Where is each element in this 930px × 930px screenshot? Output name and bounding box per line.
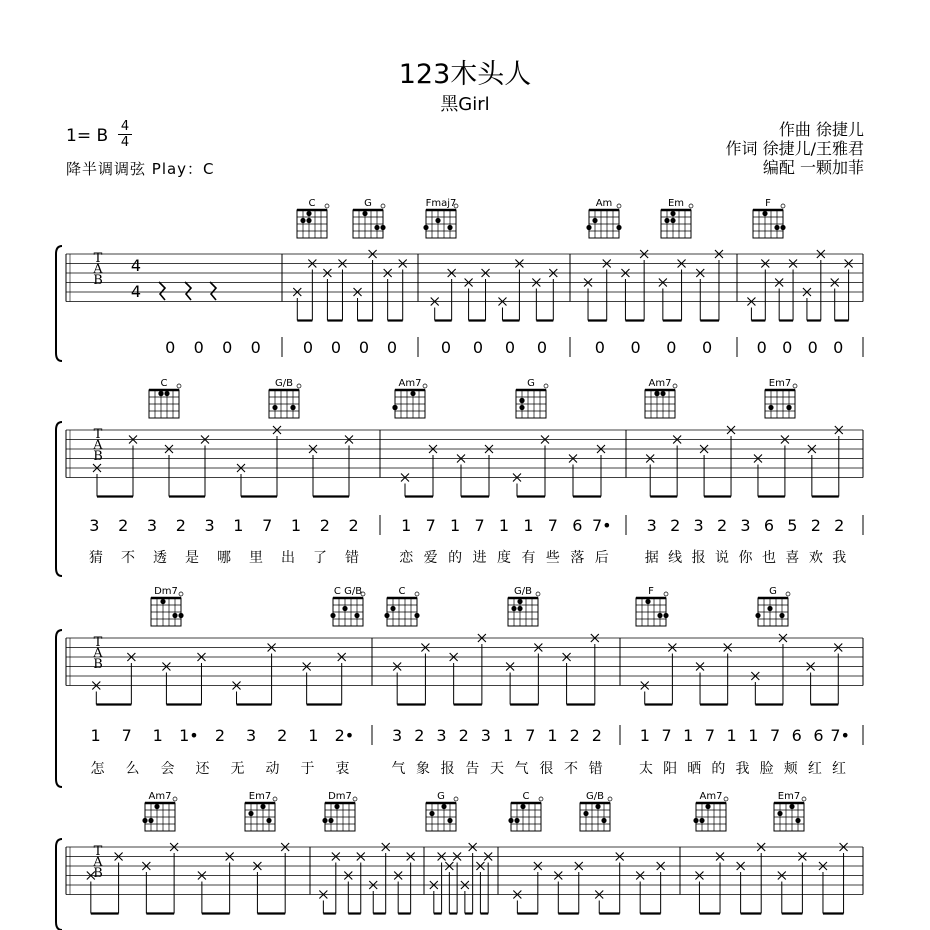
lyric-char: 动 bbox=[265, 761, 280, 777]
chord-name: C bbox=[398, 586, 406, 597]
jianpu-note: 3 bbox=[740, 516, 751, 535]
tab-clef-letter: A bbox=[93, 855, 103, 870]
chord-finger-dot bbox=[664, 218, 669, 223]
lyric-char: 错 bbox=[588, 761, 603, 777]
chord-finger-dot bbox=[158, 391, 163, 396]
chord-name: C bbox=[522, 791, 530, 802]
jianpu-note: 0 bbox=[666, 338, 677, 357]
jianpu-note: 2 bbox=[591, 726, 602, 745]
jianpu-note: 2 bbox=[670, 516, 681, 535]
chord-finger-dot bbox=[520, 804, 525, 809]
jianpu-note: 3 bbox=[693, 516, 704, 535]
lyric-char: 象 bbox=[416, 761, 430, 777]
tab-clef-letter: B bbox=[93, 273, 103, 288]
jianpu-note: 1 bbox=[726, 726, 737, 745]
lyric-char: 很 bbox=[539, 761, 554, 777]
chord-finger-dot bbox=[423, 225, 428, 230]
chord-name: C G/B bbox=[333, 586, 363, 597]
chord-name: C bbox=[160, 378, 168, 389]
chord-finger-dot bbox=[777, 811, 782, 816]
lyric-char: 不 bbox=[564, 761, 578, 777]
lyric-char: 衷 bbox=[335, 761, 350, 777]
chord-name: Em7 bbox=[768, 378, 792, 389]
chord-name: Em bbox=[667, 198, 685, 209]
chord-open-string bbox=[608, 797, 612, 801]
lyric-char: 告 bbox=[465, 761, 480, 777]
chord-open-string bbox=[177, 384, 181, 388]
chord-name: G bbox=[364, 198, 372, 209]
tab-clef-letter: T bbox=[93, 844, 103, 859]
chord-finger-dot bbox=[663, 613, 668, 618]
jianpu-note: 2 bbox=[414, 726, 425, 745]
lyric-char: 猜 bbox=[89, 550, 103, 566]
jianpu-note: 3 bbox=[146, 516, 158, 535]
jianpu-note: 3 bbox=[436, 726, 447, 745]
tab-clef-letter: T bbox=[93, 427, 103, 442]
lyric-char: 据 bbox=[644, 550, 659, 566]
lyric-char: 恋 bbox=[399, 550, 414, 566]
jianpu-note: 2 bbox=[458, 726, 469, 745]
lyricist-credit: 作词 徐捷儿/王雅君 bbox=[725, 139, 864, 158]
system-1-bracket bbox=[56, 422, 62, 576]
chord-finger-dot bbox=[266, 818, 271, 823]
chord-name: G bbox=[437, 791, 445, 802]
chord-finger-dot bbox=[334, 804, 339, 809]
chord-name: G bbox=[769, 586, 777, 597]
jianpu-note: 0 bbox=[702, 338, 713, 357]
chord-finger-dot bbox=[789, 804, 794, 809]
chord-finger-dot bbox=[384, 613, 389, 618]
lyric-char: 太 bbox=[639, 761, 654, 777]
jianpu-note: 1 bbox=[233, 516, 244, 535]
lyric-char: 么 bbox=[125, 761, 140, 777]
jianpu-note: 2 bbox=[348, 516, 359, 535]
chord-open-string bbox=[297, 384, 301, 388]
jianpu-note: 0 bbox=[472, 338, 484, 357]
jianpu-note: 0 bbox=[833, 338, 844, 357]
chord-open-string bbox=[423, 384, 427, 388]
jianpu-note: 7 bbox=[121, 726, 132, 745]
chord-open-string bbox=[793, 384, 797, 388]
chord-open-string bbox=[273, 797, 277, 801]
chord-open-string bbox=[544, 384, 548, 388]
lyric-char: 还 bbox=[195, 761, 210, 777]
chord-finger-dot bbox=[660, 391, 665, 396]
chord-finger-dot bbox=[306, 211, 311, 216]
lyric-char: 的 bbox=[448, 550, 463, 566]
jianpu-note: 7• bbox=[591, 516, 612, 535]
tab-clef-letter: B bbox=[93, 866, 103, 881]
chord-finger-dot bbox=[342, 606, 347, 611]
chord-finger-dot bbox=[645, 599, 650, 604]
jianpu-note: 1 bbox=[290, 516, 302, 535]
chord-finger-dot bbox=[390, 606, 395, 611]
lyric-char: 脸 bbox=[759, 761, 774, 777]
chord-finger-dot bbox=[595, 804, 600, 809]
chord-finger-dot bbox=[290, 405, 295, 410]
lyric-char: 透 bbox=[153, 550, 167, 566]
chord-finger-dot bbox=[616, 225, 621, 230]
chord-finger-dot bbox=[519, 398, 524, 403]
jianpu-note: 2 bbox=[810, 516, 821, 535]
jianpu-note: 3 bbox=[204, 516, 215, 535]
jianpu-note: 6 bbox=[572, 516, 583, 535]
chord-finger-dot bbox=[272, 405, 277, 410]
tab-clef-letter: A bbox=[93, 646, 103, 661]
song-title: 123木头人 bbox=[398, 59, 532, 90]
system-3-bracket bbox=[56, 839, 62, 930]
chord-open-string bbox=[802, 797, 806, 801]
jianpu-note: 7 bbox=[425, 516, 436, 535]
lyric-char: 后 bbox=[594, 550, 609, 566]
lyric-char: 了 bbox=[313, 550, 327, 566]
chord-finger-dot bbox=[178, 613, 183, 618]
chord-finger-dot bbox=[780, 225, 785, 230]
rest-icon bbox=[159, 282, 165, 300]
chord-finger-dot bbox=[414, 613, 419, 618]
staff-time-sig-top: 4 bbox=[130, 256, 142, 275]
chord-name: F bbox=[765, 198, 771, 209]
jianpu-note: 6 bbox=[791, 726, 802, 745]
lyric-char: 有 bbox=[521, 550, 536, 566]
lyric-char: 爱 bbox=[423, 550, 438, 566]
jianpu-note: 1 bbox=[90, 726, 101, 745]
lyric-char: 我 bbox=[832, 550, 847, 566]
chord-finger-dot bbox=[583, 811, 588, 816]
lyric-char: 出 bbox=[281, 550, 295, 566]
lyric-char: 也 bbox=[761, 550, 776, 566]
jianpu-note: 0 bbox=[807, 338, 818, 357]
jianpu-note: 1 bbox=[639, 726, 650, 745]
jianpu-note: 1 bbox=[523, 516, 534, 535]
jianpu-note: 2 bbox=[118, 516, 129, 535]
jianpu-note: 6 bbox=[813, 726, 824, 745]
jianpu-note: 1 bbox=[152, 726, 163, 745]
chord-open-string bbox=[454, 797, 458, 801]
lyric-char: 怎 bbox=[90, 761, 105, 777]
chord-finger-dot bbox=[160, 599, 165, 604]
chord-finger-dot bbox=[248, 811, 253, 816]
chord-open-string bbox=[786, 592, 790, 596]
chord-finger-dot bbox=[514, 818, 519, 823]
lyric-char: 度 bbox=[497, 550, 511, 566]
chord-finger-dot bbox=[300, 218, 305, 223]
jianpu-note: 1 bbox=[450, 516, 461, 535]
lyric-char: 晒 bbox=[687, 761, 702, 777]
chord-finger-dot bbox=[154, 804, 159, 809]
lyric-char: 你 bbox=[738, 550, 753, 566]
tab-clef-letter: T bbox=[93, 635, 103, 650]
jianpu-note: 1 bbox=[748, 726, 759, 745]
jianpu-note: 0 bbox=[250, 338, 261, 357]
system-0-bracket bbox=[56, 246, 62, 361]
lyric-char: 颊 bbox=[783, 761, 798, 777]
jianpu-note: 7 bbox=[769, 726, 781, 745]
jianpu-note: 6 bbox=[763, 516, 775, 535]
chord-finger-dot bbox=[601, 818, 606, 823]
jianpu-note: 2 bbox=[569, 726, 580, 745]
chord-finger-dot bbox=[786, 405, 791, 410]
chord-finger-dot bbox=[670, 218, 675, 223]
jianpu-note: 7 bbox=[262, 516, 273, 535]
lyric-char: 天 bbox=[490, 761, 504, 777]
jianpu-note: 1• bbox=[179, 726, 199, 745]
chord-finger-dot bbox=[508, 818, 513, 823]
chord-finger-dot bbox=[172, 613, 177, 618]
chord-finger-dot bbox=[148, 818, 153, 823]
jianpu-note: 2 bbox=[834, 516, 845, 535]
jianpu-note: 0 bbox=[594, 338, 605, 357]
time-signature-top: 4 bbox=[120, 119, 130, 134]
lyric-char: 我 bbox=[735, 761, 750, 777]
tab-clef-letter: T bbox=[93, 251, 103, 266]
jianpu-note: 3 bbox=[246, 726, 257, 745]
jianpu-note: 7• bbox=[830, 726, 850, 745]
chord-finger-dot bbox=[511, 606, 516, 611]
system-2-bracket bbox=[56, 630, 62, 787]
jianpu-note: 0 bbox=[330, 338, 342, 357]
chord-finger-dot bbox=[354, 613, 359, 618]
lyric-char: 些 bbox=[545, 550, 560, 566]
chord-open-string bbox=[664, 592, 668, 596]
chord-finger-dot bbox=[762, 211, 767, 216]
composer-credit: 作曲 徐捷儿 bbox=[778, 120, 864, 139]
jianpu-note: 0 bbox=[536, 338, 548, 357]
jianpu-note: 0 bbox=[193, 338, 204, 357]
chord-finger-dot bbox=[447, 225, 452, 230]
chord-finger-dot bbox=[164, 391, 169, 396]
jianpu-note: 3 bbox=[392, 726, 403, 745]
lyric-char: 报 bbox=[691, 550, 706, 566]
lyric-char: 红 bbox=[807, 761, 822, 777]
lyric-char: 气 bbox=[514, 761, 529, 777]
jianpu-note: 2• bbox=[334, 726, 355, 745]
chord-open-string bbox=[179, 592, 183, 596]
chord-name: Em7 bbox=[777, 791, 801, 802]
lyric-char: 说 bbox=[715, 550, 730, 566]
chord-name: Fmaj7 bbox=[425, 198, 457, 209]
chord-finger-dot bbox=[322, 818, 327, 823]
chord-finger-dot bbox=[441, 804, 446, 809]
jianpu-note: 0 bbox=[782, 338, 793, 357]
jianpu-note: 0 bbox=[386, 338, 398, 357]
jianpu-note: 0 bbox=[302, 338, 314, 357]
lyric-char: 错 bbox=[345, 550, 359, 566]
chord-finger-dot bbox=[260, 804, 265, 809]
chord-finger-dot bbox=[362, 211, 367, 216]
chord-name: G bbox=[527, 378, 535, 389]
jianpu-note: 7 bbox=[704, 726, 716, 745]
chord-finger-dot bbox=[768, 405, 773, 410]
chord-finger-dot bbox=[586, 225, 591, 230]
chord-finger-dot bbox=[519, 405, 524, 410]
chord-finger-dot bbox=[755, 613, 760, 618]
jianpu-note: 1 bbox=[308, 726, 319, 745]
chord-finger-dot bbox=[380, 225, 385, 230]
tab-clef-letter: B bbox=[93, 657, 103, 672]
chord-name: G/B bbox=[586, 791, 604, 802]
jianpu-note: 0 bbox=[630, 338, 641, 357]
chord-open-string bbox=[536, 592, 540, 596]
chord-open-string bbox=[415, 592, 419, 596]
chord-finger-dot bbox=[670, 211, 675, 216]
lyric-char: 阳 bbox=[663, 761, 678, 777]
lyric-char: 线 bbox=[668, 550, 683, 566]
chord-open-string bbox=[353, 797, 357, 801]
jianpu-note: 0 bbox=[358, 338, 370, 357]
tab-clef-letter: A bbox=[93, 262, 103, 277]
chord-name: G/B bbox=[275, 378, 293, 389]
jianpu-note: 2 bbox=[277, 726, 288, 745]
jianpu-note: 0 bbox=[440, 338, 452, 357]
chord-name: Am7 bbox=[648, 378, 672, 389]
chord-name: Em7 bbox=[248, 791, 272, 802]
chord-finger-dot bbox=[592, 218, 597, 223]
chord-finger-dot bbox=[517, 599, 522, 604]
tab-clef-letter: B bbox=[93, 449, 103, 464]
chord-open-string bbox=[781, 204, 785, 208]
chord-finger-dot bbox=[699, 818, 704, 823]
chord-open-string bbox=[689, 204, 693, 208]
rest-icon bbox=[210, 282, 216, 300]
chord-name: Dm7 bbox=[328, 791, 352, 802]
chord-name: Dm7 bbox=[154, 586, 178, 597]
lyric-char: 欢 bbox=[808, 550, 823, 566]
chord-finger-dot bbox=[767, 606, 772, 611]
jianpu-note: 1 bbox=[498, 516, 510, 535]
jianpu-note: 3 bbox=[480, 726, 491, 745]
jianpu-note: 1 bbox=[547, 726, 558, 745]
time-signature-bottom: 4 bbox=[120, 135, 130, 150]
jianpu-note: 0 bbox=[165, 338, 176, 357]
chord-finger-dot bbox=[795, 818, 800, 823]
chord-finger-dot bbox=[517, 606, 522, 611]
chord-open-string bbox=[539, 797, 543, 801]
chord-finger-dot bbox=[392, 405, 397, 410]
lyric-char: 进 bbox=[472, 550, 487, 566]
chord-finger-dot bbox=[328, 818, 333, 823]
tab-clef-letter: A bbox=[93, 438, 103, 453]
chord-finger-dot bbox=[705, 804, 710, 809]
lyric-char: 报 bbox=[440, 761, 455, 777]
lyric-char: 喜 bbox=[785, 550, 800, 566]
jianpu-note: 1 bbox=[683, 726, 694, 745]
chord-open-string bbox=[724, 797, 728, 801]
lyric-char: 不 bbox=[121, 550, 135, 566]
jianpu-note: 2 bbox=[319, 516, 330, 535]
key-signature: 1= B bbox=[66, 126, 109, 146]
chord-name: G/B bbox=[514, 586, 532, 597]
lyric-char: 于 bbox=[300, 761, 315, 777]
chord-finger-dot bbox=[429, 811, 434, 816]
song-artist: 黑Girl bbox=[440, 94, 490, 115]
tuning-note: 降半调调弦 Play：C bbox=[66, 160, 215, 178]
chord-finger-dot bbox=[693, 818, 698, 823]
chord-name: C bbox=[308, 198, 316, 209]
jianpu-note: 2 bbox=[175, 516, 186, 535]
jianpu-note: 0 bbox=[504, 338, 516, 357]
chord-finger-dot bbox=[330, 613, 335, 618]
chord-finger-dot bbox=[306, 218, 311, 223]
jianpu-note: 7 bbox=[547, 516, 558, 535]
jianpu-note: 0 bbox=[756, 338, 767, 357]
chord-finger-dot bbox=[654, 391, 659, 396]
chord-name: Am bbox=[595, 198, 613, 209]
chord-finger-dot bbox=[774, 225, 779, 230]
jianpu-note: 3 bbox=[646, 516, 657, 535]
jianpu-note: 5 bbox=[787, 516, 798, 535]
lyric-char: 里 bbox=[249, 550, 263, 566]
chord-finger-dot bbox=[435, 218, 440, 223]
lyric-char: 无 bbox=[230, 761, 245, 777]
lyric-char: 的 bbox=[711, 761, 726, 777]
lyric-char: 气 bbox=[391, 761, 406, 777]
chord-finger-dot bbox=[374, 225, 379, 230]
chord-open-string bbox=[173, 797, 177, 801]
jianpu-note: 1 bbox=[503, 726, 514, 745]
jianpu-note: 3 bbox=[89, 516, 100, 535]
chord-finger-dot bbox=[142, 818, 147, 823]
chord-finger-dot bbox=[447, 818, 452, 823]
chord-name: Am7 bbox=[699, 791, 723, 802]
chord-finger-dot bbox=[410, 391, 415, 396]
jianpu-note: 2 bbox=[716, 516, 728, 535]
lyric-char: 会 bbox=[160, 761, 175, 777]
lyric-char: 是 bbox=[185, 550, 199, 566]
jianpu-note: 1 bbox=[401, 516, 412, 535]
rest-icon bbox=[185, 282, 191, 300]
staff-time-sig-bottom: 4 bbox=[130, 282, 142, 301]
jianpu-note: 7 bbox=[474, 516, 485, 535]
chord-open-string bbox=[673, 384, 677, 388]
arranger-credit: 编配 一颗加菲 bbox=[762, 158, 864, 177]
chord-finger-dot bbox=[779, 613, 784, 618]
lyric-char: 落 bbox=[570, 550, 585, 566]
chord-name: Am7 bbox=[398, 378, 422, 389]
chord-open-string bbox=[381, 204, 385, 208]
chord-name: Am7 bbox=[148, 791, 172, 802]
chord-open-string bbox=[617, 204, 621, 208]
jianpu-note: 7 bbox=[661, 726, 672, 745]
jianpu-note: 7 bbox=[525, 726, 536, 745]
chord-finger-dot bbox=[657, 613, 662, 618]
jianpu-note: 0 bbox=[222, 338, 233, 357]
lyric-char: 红 bbox=[831, 761, 846, 777]
jianpu-note: 2 bbox=[214, 726, 226, 745]
lyric-char: 哪 bbox=[217, 550, 231, 566]
chord-name: F bbox=[648, 586, 654, 597]
chord-open-string bbox=[325, 204, 329, 208]
